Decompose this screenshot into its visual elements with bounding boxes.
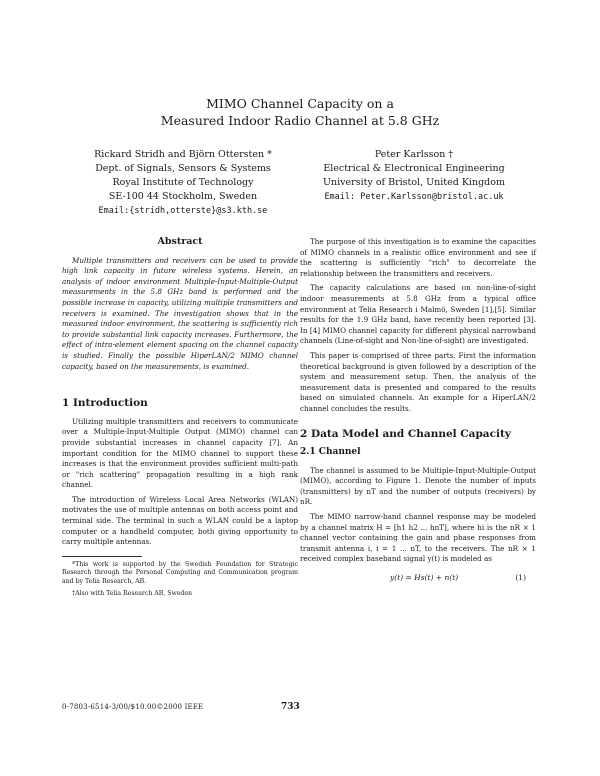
section-2-heading: 2 Data Model and Channel Capacity: [300, 427, 511, 440]
author-block-right: [296, 148, 532, 204]
paper-title: [0, 95, 600, 129]
footer-copyright: 0-7803-6514-3/00/$10.00©2000 IEEE: [62, 703, 204, 711]
body-paragraph-3: This paper is comprised of three parts. First the information theoretical background is given followed by a description of the system and measurement setup. Then, the analysis of the measurement data is presented and compared to the results based on simulated channels. An example for a HiperLAN/2 channel concludes the results.: [300, 350, 536, 413]
introduction-heading: 1 Introduction: [62, 397, 148, 410]
footnote-2: †Also with Telia Research AB, Sweden: [72, 590, 193, 598]
title-line-1: MIMO Channel Capacity on a: [206, 96, 394, 111]
author-block-left: [76, 148, 290, 218]
abstract-text: Multiple transmitters and receivers can be used to provide high link capacity in future wireless systems. Herein, an analysis of indoor environment Multiple-Input-Multiple-Output measurements in the 5.8 GHz band is performed and the possible increase in capacity, utilizing multiple transmitters and receivers is examined. The investigation shows that in the measured indoor environment, the scattering is sufficiently rich to provide substantial link capacity increases. Furthermore, the effect of intra-element element spacing on the channel capacity is studied. Finally the possible HiperLAN/2 MIMO channel capacity, based on the measurements, is examined.: [62, 255, 298, 371]
title-line-2: Measured Indoor Radio Channel at 5.8 GHz: [160, 113, 440, 128]
section-2-paragraph-1: The channel is assumed to be Multiple-Input-Multiple-Output (MIMO), according to Figure 1. Denote the number of inputs (transmitters) by nT and the number of outputs (receivers) by nR.: [300, 465, 536, 507]
footnote-rule: [62, 556, 142, 557]
body-paragraph-1: The purpose of this investigation is to examine the capacities of MIMO channels in a realistic office environment and see if the scattering is sufficiently "rich" to decorrelate the relationship between the transmitters and receivers.: [300, 237, 536, 278]
equation-1: [300, 569, 536, 584]
author-institution: University of Bristol, United Kingdom: [323, 177, 505, 188]
introduction-paragraph-2: The introduction of Wireless Local Area Networks (WLAN) motivates the use of multiple antennas on both access point and terminal side. The terminal in such a WLAN could be a laptop computer or a handheld computer, both giving opportunity to carry multiple antennas.: [62, 494, 298, 547]
right-column: [300, 237, 536, 584]
body-paragraph-2: The capacity calculations are based on non-line-of-sight indoor measurements at 5.8 GHz from a typical office environment at Telia Research i Malmö, Sweden [1],[5]. Similar results for the 1.9 GHz band, have recently been reported [3]. In [4] MIMO channel capacity for different physical narrowband channels (Line-of-sight and Non-line-of-sight) are investigated.: [300, 283, 536, 346]
section-2-paragraph-2: The MIMO narrow-band channel response may be modeled by a channel matrix H = [h1 h2 ... hnT], where hi is the nR × 1 channel vector containing the gain and phase responses from transmit antenna i, i = 1 ... nT, to the receivers. The nR × 1 received complex baseband signal y(t) is modeled as: [300, 512, 536, 564]
equation-number: (1): [515, 573, 526, 583]
author-city: SE-100 44 Stockholm, Sweden: [108, 191, 258, 202]
author-dept: Dept. of Signals, Sensors & Systems: [95, 163, 271, 174]
page-number: 733: [281, 702, 300, 712]
abstract-heading: Abstract: [157, 236, 203, 247]
introduction-paragraph-1: Utilizing multiple transmitters and receivers to communicate over a Multiple-Input-Multiple Output (MIMO) channel can provide substantial increases in channel capacity [7]. An important condition for the MIMO channel to support these increases is that the environment provides sufficient multi-path or "rich scattering" propagation resulting in a high rank channel.: [62, 416, 298, 490]
left-column: [62, 237, 298, 603]
author-email: Email: Peter.Karlsson@bristol.ac.uk: [324, 192, 504, 202]
footnote-1: *This work is supported by the Swedish Foundation for Strategic Research through the Personal Computing and Communication program and by Telia Research, AB.: [62, 560, 298, 585]
author-name: Peter Karlsson †: [374, 149, 454, 160]
author-institution: Royal Institute of Technology: [112, 177, 254, 188]
author-dept: Electrical & Electronical Engineering: [323, 163, 505, 174]
equation-body: y(t) = Hs(t) + n(t): [390, 573, 459, 583]
subsection-2-1-heading: 2.1 Channel: [300, 447, 361, 458]
author-names: Rickard Stridh and Björn Ottersten *: [94, 149, 272, 160]
author-email: Email:{stridh,otterste}@s3.kth.se: [98, 206, 268, 216]
